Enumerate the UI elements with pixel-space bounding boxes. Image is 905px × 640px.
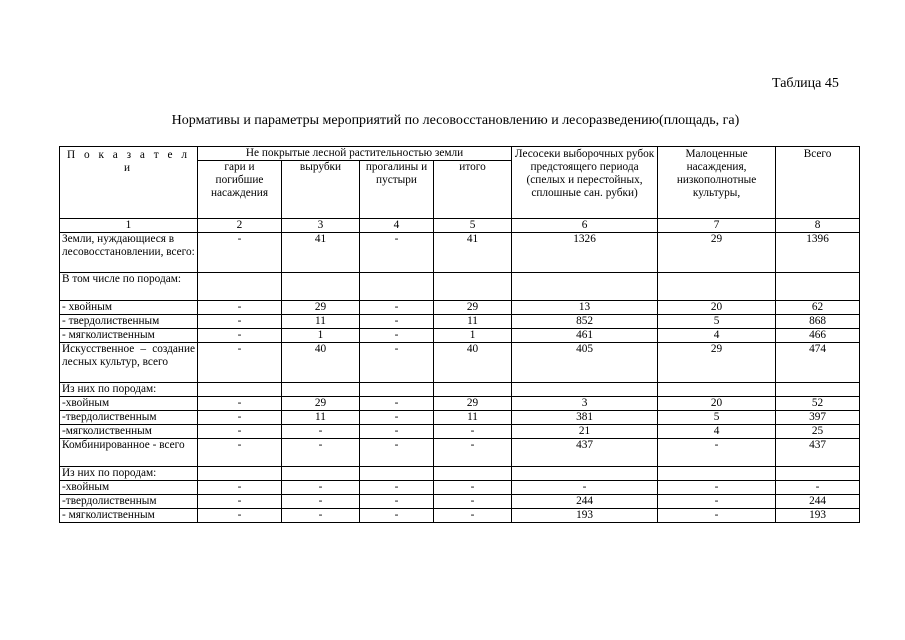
table-cell: - <box>360 481 434 495</box>
table-cell <box>282 383 360 397</box>
header-burns: гари и погибшие насаждения <box>198 161 282 219</box>
table-cell <box>776 273 860 301</box>
table-cell <box>198 273 282 301</box>
table-cell: - <box>282 509 360 523</box>
column-number: 6 <box>512 219 658 233</box>
header-selective-cuttings: Лесосеки выборочных рубок предстоящего периода (спелых и перестойных, сплошные сан. рубки) <box>512 147 658 219</box>
table-cell: 40 <box>282 343 360 383</box>
table-cell: 29 <box>658 343 776 383</box>
table-cell: - <box>198 425 282 439</box>
table-row <box>60 233 860 273</box>
column-number: 8 <box>776 219 860 233</box>
header-cuttings: вырубки <box>282 161 360 219</box>
row-label: -твердолиственным <box>60 495 198 509</box>
table-cell: - <box>360 425 434 439</box>
row-label: - мягколиственным <box>60 329 198 343</box>
row-label: -хвойным <box>60 481 198 495</box>
table-cell: - <box>658 495 776 509</box>
table-cell <box>776 383 860 397</box>
table-cell: - <box>434 439 512 467</box>
table-cell: 381 <box>512 411 658 425</box>
table-cell <box>512 273 658 301</box>
table-cell: - <box>198 329 282 343</box>
table-cell: 5 <box>658 315 776 329</box>
column-number: 5 <box>434 219 512 233</box>
table-cell: 1396 <box>776 233 860 273</box>
table-cell <box>360 273 434 301</box>
table-cell <box>360 383 434 397</box>
table-row <box>60 383 860 397</box>
table-cell: 405 <box>512 343 658 383</box>
document-title: Нормативы и параметры мероприятий по лесовосстановлению и лесоразведению(площадь, га) <box>171 113 740 128</box>
table-row <box>60 301 860 315</box>
column-number: 2 <box>198 219 282 233</box>
table-row <box>60 343 860 383</box>
table-cell: 62 <box>776 301 860 315</box>
table-cell: 11 <box>282 411 360 425</box>
table-cell: 52 <box>776 397 860 411</box>
table-cell <box>512 467 658 481</box>
table-cell: - <box>658 439 776 467</box>
row-label: -хвойным <box>60 397 198 411</box>
table-cell <box>198 383 282 397</box>
header-subtotal: итого <box>434 161 512 219</box>
table-cell: - <box>198 411 282 425</box>
row-label: - твердолиственным <box>60 315 198 329</box>
table-cell: - <box>198 495 282 509</box>
table-cell: 11 <box>282 315 360 329</box>
table-cell <box>658 383 776 397</box>
table-cell: - <box>512 481 658 495</box>
table-cell <box>776 467 860 481</box>
table-cell <box>658 467 776 481</box>
header-not-covered-group: Не покрытые лесной растительностью земли <box>198 147 512 161</box>
table-cell: 41 <box>282 233 360 273</box>
table-cell <box>198 467 282 481</box>
header-glades: прогалины и пустыри <box>360 161 434 219</box>
table-cell: 29 <box>434 397 512 411</box>
table-cell: - <box>360 301 434 315</box>
row-label: -твердолиственным <box>60 411 198 425</box>
table-cell: 21 <box>512 425 658 439</box>
table-cell: - <box>360 411 434 425</box>
table-cell: - <box>282 481 360 495</box>
column-number-row <box>60 219 860 233</box>
row-label: В том числе по породам: <box>60 273 198 301</box>
table-cell <box>434 383 512 397</box>
table-cell: - <box>198 301 282 315</box>
table-cell <box>360 467 434 481</box>
table-number: Таблица 45 <box>772 76 839 91</box>
table-row <box>60 397 860 411</box>
table-cell: 40 <box>434 343 512 383</box>
table-cell <box>434 273 512 301</box>
table-cell: 397 <box>776 411 860 425</box>
row-label: - мягколиственным <box>60 509 198 523</box>
table-row <box>60 439 860 467</box>
table-cell: - <box>198 343 282 383</box>
row-label: Из них по породам: <box>60 383 198 397</box>
table-cell: - <box>198 397 282 411</box>
table-cell: 25 <box>776 425 860 439</box>
header-low-value-stands: Малоценные насаждения, низкополнотные культуры, <box>658 147 776 219</box>
column-number: 1 <box>60 219 198 233</box>
table-cell: - <box>434 495 512 509</box>
table-cell <box>282 273 360 301</box>
column-number: 4 <box>360 219 434 233</box>
table-row <box>60 467 860 481</box>
table-row <box>60 329 860 343</box>
table-cell: - <box>360 233 434 273</box>
table-cell: 20 <box>658 301 776 315</box>
header-indicators: П о к а з а т е л и <box>60 147 198 219</box>
table-cell <box>512 383 658 397</box>
table-cell: 11 <box>434 315 512 329</box>
table-cell: 474 <box>776 343 860 383</box>
table-cell: - <box>434 509 512 523</box>
table-cell: - <box>198 315 282 329</box>
table-cell: 13 <box>512 301 658 315</box>
table-cell: 466 <box>776 329 860 343</box>
table-cell: - <box>360 397 434 411</box>
table-cell: - <box>282 495 360 509</box>
table-cell: - <box>360 439 434 467</box>
table-cell: - <box>658 481 776 495</box>
table-cell: - <box>434 425 512 439</box>
table-cell: 461 <box>512 329 658 343</box>
row-label: - хвойным <box>60 301 198 315</box>
column-number: 3 <box>282 219 360 233</box>
row-label: -мягколиственным <box>60 425 198 439</box>
table-row <box>60 273 860 301</box>
table-row <box>60 481 860 495</box>
table-cell: - <box>360 343 434 383</box>
row-label: Земли, нуждающиеся в лесовосстановлении, всего: <box>60 233 198 273</box>
table-cell: - <box>198 439 282 467</box>
table-cell: 4 <box>658 329 776 343</box>
table-cell: 193 <box>512 509 658 523</box>
table-cell: - <box>434 481 512 495</box>
column-number: 7 <box>658 219 776 233</box>
table-cell: - <box>282 439 360 467</box>
table-cell: - <box>360 329 434 343</box>
table-cell <box>434 467 512 481</box>
table-row <box>60 495 860 509</box>
table-cell: 29 <box>282 301 360 315</box>
table-row <box>60 315 860 329</box>
table-cell: 437 <box>512 439 658 467</box>
table-cell: 4 <box>658 425 776 439</box>
table-cell: 1326 <box>512 233 658 273</box>
table-cell: 20 <box>658 397 776 411</box>
table-cell: - <box>360 495 434 509</box>
table-cell: 852 <box>512 315 658 329</box>
table-cell: - <box>198 481 282 495</box>
table-cell: 41 <box>434 233 512 273</box>
table-cell: 5 <box>658 411 776 425</box>
table-row <box>60 425 860 439</box>
table-cell: 11 <box>434 411 512 425</box>
table-cell: - <box>658 509 776 523</box>
table-cell: - <box>198 509 282 523</box>
reforestation-table <box>59 146 860 523</box>
table-cell: - <box>776 481 860 495</box>
table-cell: - <box>360 315 434 329</box>
row-label: Комбинированное - всего <box>60 439 198 467</box>
table-row <box>60 411 860 425</box>
header-total: Всего <box>776 147 860 219</box>
table-cell: 1 <box>282 329 360 343</box>
table-cell: 29 <box>658 233 776 273</box>
table-cell: 868 <box>776 315 860 329</box>
table-cell: 29 <box>282 397 360 411</box>
table-cell: - <box>198 233 282 273</box>
table-cell: 3 <box>512 397 658 411</box>
table-cell <box>282 467 360 481</box>
table-cell: 244 <box>512 495 658 509</box>
table-cell: 1 <box>434 329 512 343</box>
row-label: Из них по породам: <box>60 467 198 481</box>
table-cell: - <box>282 425 360 439</box>
row-label: Искусственное – создание лесных культур, всего <box>60 343 198 383</box>
table-cell: - <box>360 509 434 523</box>
table-cell <box>658 273 776 301</box>
table-row <box>60 509 860 523</box>
table-cell: 29 <box>434 301 512 315</box>
table-cell: 244 <box>776 495 860 509</box>
table-cell: 193 <box>776 509 860 523</box>
table-cell: 437 <box>776 439 860 467</box>
